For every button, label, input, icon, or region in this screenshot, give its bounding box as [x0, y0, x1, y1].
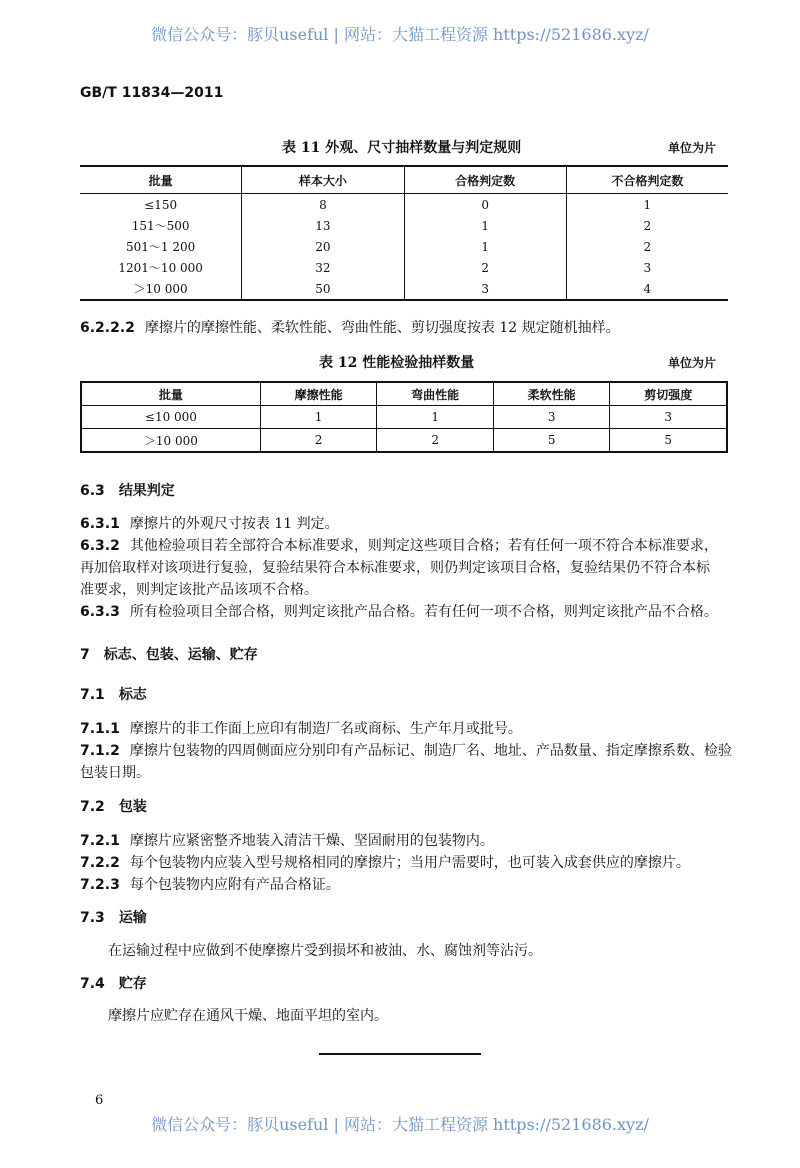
clause-text: 摩擦片的外观尺寸按表 11 判定。 [129, 516, 339, 532]
table-cell: 20 [242, 236, 404, 257]
table-cell: 2 [404, 257, 566, 278]
table12 [80, 381, 728, 453]
table-cell: 151～500 [131, 219, 190, 233]
clause-7-2-1 [80, 830, 494, 850]
table12-header-batch: 批量 [81, 382, 260, 406]
table12-unit: 单位为片 [668, 356, 717, 370]
table-cell: 5 [610, 429, 727, 453]
table-cell: 8 [242, 194, 404, 216]
clause-text-line1: 其他检验项目若全部符合本标准要求，则判定这些项目合格；若有任何一项不符合本标准要求， [129, 538, 718, 554]
clause-7-1-1 [80, 718, 522, 738]
table-cell: 3 [610, 406, 727, 429]
table-cell: 0 [404, 194, 566, 216]
table-cell: 5 [493, 429, 610, 453]
table-cell: 2 [566, 215, 728, 236]
table11-header-row [80, 166, 728, 194]
section-7-1-heading [80, 684, 147, 704]
table-cell: 1 [260, 406, 377, 429]
section-7-3-heading [80, 907, 147, 927]
clause-6-3-3 [80, 601, 718, 621]
table-cell: ≤10 000 [81, 406, 260, 429]
section-title: 包装 [118, 799, 147, 815]
page-number: 6 [95, 1093, 104, 1108]
section-title: 标志 [118, 687, 147, 703]
clause-7-3-text: 在运输过程中应做到不使摩擦片受到损坏和被油、水、腐蚀剂等沾污。 [108, 943, 542, 959]
table-row [81, 429, 727, 453]
table-row [80, 257, 728, 278]
table-cell: 13 [242, 215, 404, 236]
clause-number: 6.2.2.2 [80, 320, 135, 336]
section-6-3-heading [80, 480, 175, 500]
clause-7-4-text: 摩擦片应贮存在通风干燥、地面平坦的室内。 [108, 1008, 388, 1024]
clause-text: 摩擦片的非工作面上应印有制造厂名或商标、生产年月或批号。 [129, 721, 522, 737]
table11 [80, 165, 728, 301]
section-title: 运输 [118, 910, 147, 926]
section-7-heading [80, 644, 258, 664]
table12-caption: 表 12 性能检验抽样数量 [319, 355, 475, 371]
section-title: 贮存 [118, 976, 147, 992]
clause-text: 每个包装物内应附有产品合格证。 [129, 877, 340, 893]
table-cell: 2 [566, 236, 728, 257]
table11-header-accept: 合格判定数 [404, 166, 566, 194]
table-row [80, 278, 728, 300]
clause-6-3-2-line3: 准要求，则判定该批产品该项不合格。 [80, 582, 318, 598]
table11-unit: 单位为片 [668, 141, 717, 155]
table-row [80, 194, 728, 216]
table12-header-row [81, 382, 727, 406]
table-cell: 2 [260, 429, 377, 453]
clause-7-1-2 [80, 740, 732, 760]
table-cell: ≤150 [144, 197, 178, 212]
clause-text: 每个包装物内应装入型号规格相同的摩擦片；当用户需要时，也可装入成套供应的摩擦片。 [129, 855, 690, 871]
table-cell: 32 [242, 257, 404, 278]
section-title: 标志、包装、运输、贮存 [103, 647, 258, 663]
clause-number: 7.2.1 [80, 833, 120, 849]
clause-number: 6.3.2 [80, 538, 120, 554]
clause-number: 7.1.2 [80, 743, 120, 759]
section-number: 7.1 [80, 687, 105, 703]
table11-header-sample-size: 样本大小 [242, 166, 404, 194]
section-number: 7 [80, 647, 90, 663]
table12-header-bending: 弯曲性能 [377, 382, 494, 406]
table-cell: ＞10 000 [81, 429, 260, 453]
table-cell: 4 [566, 278, 728, 300]
table-cell: 1 [404, 215, 566, 236]
section-number: 7.2 [80, 799, 105, 815]
table-row [80, 215, 728, 236]
table11-header-batch: 批量 [80, 166, 242, 194]
section-7-4-heading [80, 973, 147, 993]
clause-7-2-3 [80, 874, 340, 894]
table12-header-friction: 摩擦性能 [260, 382, 377, 406]
table-row [81, 406, 727, 429]
clause-6-2-2-2 [80, 317, 620, 337]
table-cell: 3 [404, 278, 566, 300]
section-number: 6.3 [80, 483, 105, 499]
clause-7-2-2 [80, 852, 690, 872]
standard-number: GB/T 11834—2011 [80, 85, 224, 101]
clause-6-3-2-line2: 再加倍取样对该项进行复验，复验结果符合本标准要求，则仍判定该项目合格，复验结果仍不符合本标 [80, 560, 710, 576]
table-cell: 3 [493, 406, 610, 429]
table-cell: 50 [242, 278, 404, 300]
clause-number: 7.1.1 [80, 721, 120, 737]
section-7-2-heading [80, 796, 147, 816]
clause-text: 摩擦片的摩擦性能、柔软性能、弯曲性能、剪切强度按表 12 规定随机抽样。 [144, 320, 620, 336]
clause-number: 7.2.3 [80, 877, 120, 893]
clause-number: 7.2.2 [80, 855, 120, 871]
section-number: 7.4 [80, 976, 105, 992]
clause-number: 6.3.3 [80, 604, 120, 620]
table12-header-shear: 剪切强度 [610, 382, 727, 406]
clause-6-3-1 [80, 513, 339, 533]
watermark-bottom: 微信公众号：豚贝useful | 网站：大猫工程资源 https://521686.xyz/ [151, 1115, 649, 1134]
clause-6-3-2 [80, 535, 718, 555]
table-cell: 1 [404, 236, 566, 257]
table11-caption: 表 11 外观、尺寸抽样数量与判定规则 [282, 140, 522, 156]
table-cell: 501～1 200 [126, 240, 196, 254]
end-rule [319, 1053, 481, 1055]
table-cell: ＞10 000 [133, 282, 188, 296]
section-number: 7.3 [80, 910, 105, 926]
clause-7-1-2-line2: 包装日期。 [80, 765, 150, 781]
table12-header-softness: 柔软性能 [493, 382, 610, 406]
table-cell: 3 [566, 257, 728, 278]
clause-text: 摩擦片应紧密整齐地装入清洁干燥、坚固耐用的包装物内。 [129, 833, 494, 849]
table-cell: 1 [377, 406, 494, 429]
table-row [80, 236, 728, 257]
clause-text-line1: 摩擦片包装物的四周侧面应分别印有产品标记、制造厂名、地址、产品数量、指定摩擦系数、检验 [129, 743, 732, 759]
clause-text: 所有检验项目全部合格，则判定该批产品合格。若有任何一项不合格，则判定该批产品不合格。 [129, 604, 718, 620]
section-title: 结果判定 [118, 483, 175, 499]
watermark-top: 微信公众号：豚贝useful | 网站：大猫工程资源 https://521686.xyz/ [151, 25, 649, 44]
table-cell: 1 [566, 194, 728, 216]
clause-number: 6.3.1 [80, 516, 120, 532]
table-cell: 1201～10 000 [118, 261, 203, 275]
table-cell: 2 [377, 429, 494, 453]
table11-header-reject: 不合格判定数 [566, 166, 728, 194]
